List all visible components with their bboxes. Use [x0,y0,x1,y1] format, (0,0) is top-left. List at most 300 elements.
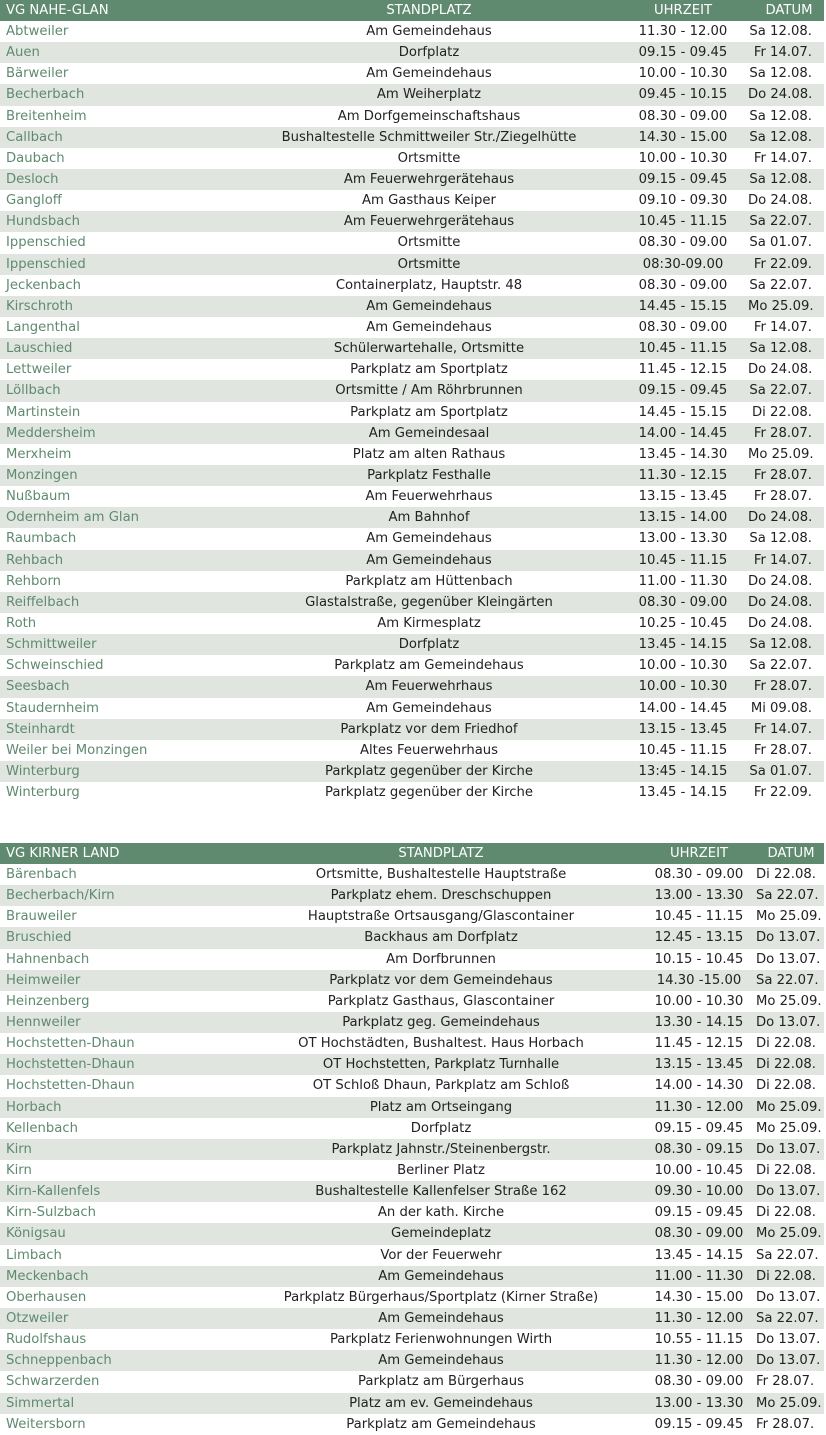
date-cell: Mo 25.09. [748,446,814,462]
time-cell: 08.30 - 09.15 [654,1141,744,1157]
time-cell: 13.45 - 14.15 [638,637,728,653]
table-row [0,676,824,697]
table-row [0,1202,824,1223]
table-row [0,359,824,380]
time-cell: 14.45 - 15.15 [638,404,728,420]
date-cell: Sa 12.08. [749,24,812,40]
place-cell: Callbach [6,129,63,145]
time-cell: 09.15 - 09.45 [638,172,728,188]
location-cell: Am Kirmesplatz [377,616,481,631]
time-cell: 14.30 - 15.00 [638,129,728,145]
place-cell: Staudernheim [6,700,99,716]
location-cell: Parkplatz Ferienwohnungen Wirth [329,1332,553,1348]
location-cell: Am Gemeindehaus [366,531,492,547]
location-cell: Am Gemeindehaus [378,1353,504,1369]
time-cell: 08.30 - 09.00 [638,277,728,293]
place-cell: Schweinschied [6,658,104,674]
date-cell: Sa 12.08. [749,66,812,82]
place-cell: Odernheim am Glan [6,510,140,526]
table-row [0,254,824,275]
table-row [0,761,824,782]
place-cell: Kirn-Sulzbach [6,1205,96,1221]
date-cell: Sa 22.07. [756,1247,819,1263]
table-row [0,507,824,528]
time-cell: 10.45 - 11.15 [638,742,728,758]
table-row [0,317,824,338]
date-cell: Di 22.08. [752,404,812,420]
table-row [0,1287,824,1308]
place-cell: Lauschied [6,341,73,357]
place-cell: Otzweiler [6,1311,69,1327]
table-row [0,1012,824,1033]
time-cell: 13.15 - 13.45 [638,721,728,737]
table-row [0,106,824,127]
date-cell: Sa 01.07. [749,235,812,251]
date-cell: Di 22.08. [756,1205,816,1221]
table-row [0,486,824,507]
time-cell: 13.45 - 14.15 [654,1247,744,1263]
place-cell: Horbach [6,1099,62,1115]
location-cell: Ortsmitte, Bushaltestelle Hauptstraße [315,867,567,883]
place-cell: Desloch [6,172,59,188]
time-cell: 13.30 - 14.15 [654,1015,744,1031]
place-cell: Kirn-Kallenfels [6,1184,101,1200]
table-row [0,550,824,571]
location-cell: OT Schloß Dhaun, Parkplatz am Schloß [312,1078,570,1094]
location-cell: OT Hochstädten, Bushaltest. Haus Horbach [298,1036,584,1052]
table-row [0,864,824,885]
time-cell: 09.30 - 10.00 [654,1184,744,1200]
time-cell: 14.30 -15.00 [656,972,742,988]
date-cell: Fr 28.07. [756,1416,815,1432]
time-cell: 08.30 - 09.00 [638,594,728,610]
time-cell: 09.10 - 09.30 [638,193,728,209]
location-cell: Am Gemeindehaus [378,1268,504,1284]
place-cell: Rehborn [6,573,62,589]
place-cell: Heinzenberg [6,993,90,1009]
date-cell: Sa 22.07. [756,972,819,988]
time-cell: 13.45 - 14.30 [638,446,728,462]
table-row [0,885,824,906]
time-cell: 08:30-09.00 [642,256,724,272]
header-uhrzeit: UHRZEIT [669,846,729,861]
table-row [0,211,824,232]
date-cell: Fr 22.09. [753,256,812,272]
table-row [0,127,824,148]
time-cell: 08.30 - 09.00 [654,867,744,883]
header-datum: DATUM [767,846,815,861]
place-cell: Roth [6,616,37,631]
date-cell: Do 13.07. [756,1141,821,1157]
table-row [0,465,824,486]
time-cell: 11.00 - 11.30 [654,1268,744,1284]
date-cell: Fr 14.07. [753,552,812,568]
location-cell: Am Gasthaus Keiper [362,193,496,209]
location-cell: Parkplatz vor dem Gemeindehaus [329,972,553,988]
date-cell: Sa 22.07. [756,1311,819,1327]
place-cell: Jeckenbach [6,277,81,293]
date-cell: Di 22.08. [756,1036,816,1052]
table-row [0,1097,824,1118]
date-cell: Fr 22.09. [753,785,812,801]
location-cell: Parkplatz Jahnstr./Steinenbergstr. [331,1141,551,1157]
date-cell: Mo 25.09. [756,909,822,925]
location-cell: Gemeindeplatz [390,1226,491,1242]
location-cell: Schülerwartehalle, Ortsmitte [333,341,525,357]
location-cell: Am Gemeindehaus [378,1311,504,1327]
date-cell: Fr 14.07. [753,150,812,166]
date-cell: Fr 28.07. [753,468,812,484]
time-cell: 13:45 - 14.15 [638,763,728,779]
table-row [0,1054,824,1075]
location-cell: An der kath. Kirche [377,1205,505,1221]
table-body [0,864,824,1435]
date-cell: Sa 12.08. [749,108,812,124]
table-header [0,0,824,21]
location-cell: Parkplatz vor dem Friedhof [340,721,518,737]
date-cell: Mi 09.08. [750,700,812,716]
place-cell: Meddersheim [6,425,96,441]
header-datum: DATUM [765,3,813,18]
location-cell: Platz am Ortseingang [369,1099,513,1115]
date-cell: Mo 25.09. [756,1099,822,1115]
location-cell: Parkplatz ehem. Dreschschuppen [330,888,552,904]
table-row [0,1350,824,1371]
date-cell: Mo 25.09. [756,1226,822,1242]
table-row [0,719,824,740]
table-row [0,1223,824,1244]
time-cell: 14.45 - 15.15 [638,298,728,314]
location-cell: Platz am alten Rathaus [352,446,506,462]
date-cell: Sa 12.08. [749,172,812,188]
table-row [0,1160,824,1181]
time-cell: 09.15 - 09.45 [638,45,728,61]
place-cell: Hennweiler [6,1015,81,1031]
location-cell: Am Gemeindehaus [366,552,492,568]
place-cell: Bruschied [6,930,72,946]
date-cell: Do 13.07. [756,1353,821,1369]
place-cell: Kirn [6,1141,32,1157]
table-row [0,906,824,927]
place-cell: Nußbaum [6,489,71,505]
date-cell: Fr 28.07. [753,425,812,441]
location-cell: Parkplatz Gasthaus, Glascontainer [327,993,555,1009]
location-cell: OT Hochstetten, Parkplatz Turnhalle [322,1057,560,1073]
time-cell: 13.00 - 13.30 [654,1395,744,1411]
date-cell: Di 22.08. [756,1163,816,1179]
place-cell: Steinhardt [6,721,75,737]
time-cell: 13.15 - 13.45 [638,489,728,505]
date-cell: Do 24.08. [748,510,813,526]
location-cell: Am Feuerwehrhaus [365,489,493,505]
table-row [0,275,824,296]
time-cell: 11.45 - 12.15 [654,1036,744,1052]
place-cell: Hochstetten-Dhaun [6,1057,135,1073]
location-cell: Am Gemeindehaus [366,700,492,716]
place-cell: Simmertal [6,1395,75,1411]
place-cell: Bärweiler [6,66,69,82]
date-cell: Di 22.08. [756,1268,816,1284]
table-row [0,423,824,444]
location-cell: Parkplatz Bürgerhaus/Sportplatz (Kirner Straße) [283,1289,599,1305]
table-row [0,949,824,970]
table-row [0,1118,824,1139]
date-cell: Sa 22.07. [749,214,812,230]
time-cell: 11.00 - 11.30 [638,573,728,589]
date-cell: Sa 22.07. [756,888,819,904]
table-row [0,232,824,253]
time-cell: 14.00 - 14.30 [654,1078,744,1094]
time-cell: 11.30 - 12.00 [654,1311,744,1327]
date-cell: Mo 25.09. [756,993,822,1009]
place-cell: Rehbach [6,552,64,568]
location-cell: Vor der Feuerwehr [380,1247,502,1263]
header-ort: VG NAHE-GLAN [6,3,109,18]
place-cell: Königsau [6,1226,66,1242]
place-cell: Becherbach [6,87,85,103]
place-cell: Rudolfshaus [6,1332,87,1348]
date-cell: Sa 12.08. [749,637,812,653]
table-row [0,148,824,169]
time-cell: 11.30 - 12.00 [638,24,728,40]
place-cell: Weitersborn [6,1416,86,1432]
time-cell: 09.15 - 09.45 [654,1205,744,1221]
time-cell: 14.00 - 14.45 [638,700,728,716]
time-cell: 10.45 - 11.15 [654,909,744,925]
place-cell: Hundsbach [6,214,80,230]
place-cell: Langenthal [6,320,80,336]
location-cell: Ortsmitte [397,235,461,251]
place-cell: Heimweiler [6,972,81,988]
place-cell: Limbach [6,1247,62,1263]
time-cell: 13.45 - 14.15 [638,785,728,801]
place-cell: Winterburg [6,785,80,801]
place-cell: Seesbach [6,679,70,695]
table-row [0,1414,824,1435]
time-cell: 11.30 - 12.00 [654,1353,744,1369]
place-cell: Martinstein [6,404,81,420]
time-cell: 10.00 - 10.30 [654,993,744,1009]
location-cell: Am Gemeindehaus [366,66,492,82]
time-cell: 10.00 - 10.30 [638,658,728,674]
location-cell: Dorfplatz [398,637,460,653]
table-row [0,1033,824,1054]
location-cell: Dorfplatz [410,1120,472,1136]
time-cell: 13.15 - 14.00 [638,510,728,526]
date-cell: Mo 25.09. [748,298,814,314]
table-body [0,21,824,803]
time-cell: 11.30 - 12.15 [638,468,728,484]
location-cell: Platz am ev. Gemeindehaus [349,1395,533,1411]
date-cell: Do 24.08. [748,362,813,378]
date-cell: Di 22.08. [756,867,816,883]
date-cell: Sa 22.07. [749,277,812,293]
table-row [0,1139,824,1160]
date-cell: Di 22.08. [756,1057,816,1073]
time-cell: 14.00 - 14.45 [638,425,728,441]
location-cell: Parkplatz Festhalle [367,468,491,484]
table-row [0,740,824,761]
location-cell: Parkplatz geg. Gemeindehaus [342,1015,540,1031]
place-cell: Raumbach [6,531,77,547]
table-row [0,991,824,1012]
header-standplatz: STANDPLATZ [386,3,472,18]
table-vg-kirner-land [0,843,824,1435]
date-cell: Do 24.08. [748,573,813,589]
table-row [0,402,824,423]
location-cell: Containerplatz, Hauptstr. 48 [335,277,523,293]
location-cell: Am Dorfbrunnen [386,951,496,967]
time-cell: 10.00 - 10.30 [638,150,728,166]
date-cell: Sa 12.08. [749,531,812,547]
date-cell: Do 24.08. [748,616,813,631]
location-cell: Ortsmitte [397,256,461,272]
time-cell: 09.15 - 09.45 [654,1120,744,1136]
location-cell: Backhaus am Dorfplatz [364,930,518,946]
place-cell: Oberhausen [6,1289,87,1305]
date-cell: Do 24.08. [748,87,813,103]
location-cell: Bushaltestelle Schmittweiler Str./Ziegelhütte [281,129,577,145]
time-cell: 13.15 - 13.45 [654,1057,744,1073]
header-ort: VG KIRNER LAND [6,846,120,861]
location-cell: Am Bahnhof [388,510,470,526]
date-cell: Do 13.07. [756,951,821,967]
date-cell: Sa 12.08. [749,129,812,145]
table-row [0,444,824,465]
place-cell: Auen [6,45,40,61]
date-cell: Do 24.08. [748,594,813,610]
table-row [0,42,824,63]
date-cell: Di 22.08. [756,1078,816,1094]
table-row [0,169,824,190]
place-cell: Becherbach/Kirn [6,888,115,904]
time-cell: 10.45 - 11.15 [638,341,728,357]
place-cell: Löllbach [6,383,61,399]
table-row [0,1371,824,1392]
location-cell: Am Gemeindehaus [366,320,492,336]
date-cell: Do 13.07. [756,1289,821,1305]
date-cell: Do 13.07. [756,930,821,946]
time-cell: 10.00 - 10.45 [654,1163,744,1179]
time-cell: 08.30 - 09.00 [638,320,728,336]
place-cell: Hochstetten-Dhaun [6,1078,135,1094]
time-cell: 08.30 - 09.00 [654,1226,744,1242]
table-row [0,927,824,948]
date-cell: Do 13.07. [756,1332,821,1348]
date-cell: Mo 25.09. [756,1120,822,1136]
place-cell: Winterburg [6,763,80,779]
time-cell: 11.30 - 12.00 [654,1099,744,1115]
time-cell: 10.25 - 10.45 [638,616,728,631]
place-cell: Kirschroth [6,298,73,314]
location-cell: Parkplatz gegenüber der Kirche [325,785,533,801]
table-row [0,380,824,401]
place-cell: Ippenschied [6,235,86,251]
location-cell: Parkplatz am Gemeindehaus [334,658,524,674]
date-cell: Sa 22.07. [749,658,812,674]
place-cell: Bärenbach [6,867,77,883]
location-cell: Am Weiherplatz [376,87,482,103]
time-cell: 12.45 - 13.15 [654,930,744,946]
location-cell: Glastalstraße, gegenüber Kleingärten [305,594,553,610]
time-cell: 10.15 - 10.45 [654,951,744,967]
location-cell: Parkplatz am Bürgerhaus [358,1374,524,1390]
time-cell: 08.30 - 09.00 [638,235,728,251]
date-cell: Fr 14.07. [753,320,812,336]
place-cell: Monzingen [6,468,78,484]
table-row [0,970,824,991]
date-cell: Fr 28.07. [753,742,812,758]
time-cell: 10.55 - 11.15 [654,1332,744,1348]
location-cell: Hauptstraße Ortsausgang/Glascontainer [307,909,575,925]
place-cell: Meckenbach [6,1268,89,1284]
location-cell: Parkplatz am Sportplatz [350,362,508,378]
date-cell: Fr 28.07. [753,679,812,695]
location-cell: Am Gemeindehaus [366,298,492,314]
table-row [0,63,824,84]
location-cell: Parkplatz am Gemeindehaus [346,1416,536,1432]
table-row [0,592,824,613]
date-cell: Do 13.07. [756,1184,821,1200]
time-cell: 09.15 - 09.45 [654,1416,744,1432]
place-cell: Gangloff [6,193,62,209]
header-uhrzeit: UHRZEIT [653,3,713,18]
place-cell: Schmittweiler [6,637,97,653]
location-cell: Ortsmitte [397,150,461,166]
table-row [0,1329,824,1350]
location-cell: Ortsmitte / Am Röhrbrunnen [335,383,523,399]
location-cell: Am Dorfgemeinschaftshaus [337,108,521,124]
date-cell: Mo 25.09. [756,1395,822,1411]
time-cell: 09.45 - 10.15 [638,87,728,103]
location-cell: Am Gemeindehaus [366,24,492,40]
time-cell: 10.45 - 11.15 [638,552,728,568]
place-cell: Brauweiler [6,909,77,925]
header-standplatz: STANDPLATZ [398,846,484,861]
location-cell: Parkplatz am Sportplatz [350,404,508,420]
date-cell: Sa 12.08. [749,341,812,357]
table-row [0,698,824,719]
place-cell: Hahnenbach [6,951,90,967]
place-cell: Ippenschied [6,256,86,272]
place-cell: Schneppenbach [6,1353,112,1369]
time-cell: 13.00 - 13.30 [654,888,744,904]
table-row [0,1266,824,1287]
location-cell: Am Feuerwehrgerätehaus [343,214,515,230]
table-row [0,655,824,676]
time-cell: 10.45 - 11.15 [638,214,728,230]
table-row [0,21,824,42]
time-cell: 10.00 - 10.30 [638,679,728,695]
place-cell: Reiffelbach [6,594,80,610]
location-cell: Parkplatz am Hüttenbach [345,573,513,589]
table-row [0,338,824,359]
table-row [0,571,824,592]
location-cell: Dorfplatz [398,45,460,61]
time-cell: 14.30 - 15.00 [654,1289,744,1305]
place-cell: Kellenbach [6,1120,78,1136]
table-row [0,613,824,634]
time-cell: 09.15 - 09.45 [638,383,728,399]
location-cell: Parkplatz gegenüber der Kirche [325,763,533,779]
date-cell: Fr 28.07. [753,489,812,505]
table-row [0,1308,824,1329]
table-row [0,190,824,211]
date-cell: Sa 01.07. [749,763,812,779]
table-row [0,1245,824,1266]
date-cell: Do 24.08. [748,193,813,209]
location-cell: Berliner Platz [397,1163,485,1179]
